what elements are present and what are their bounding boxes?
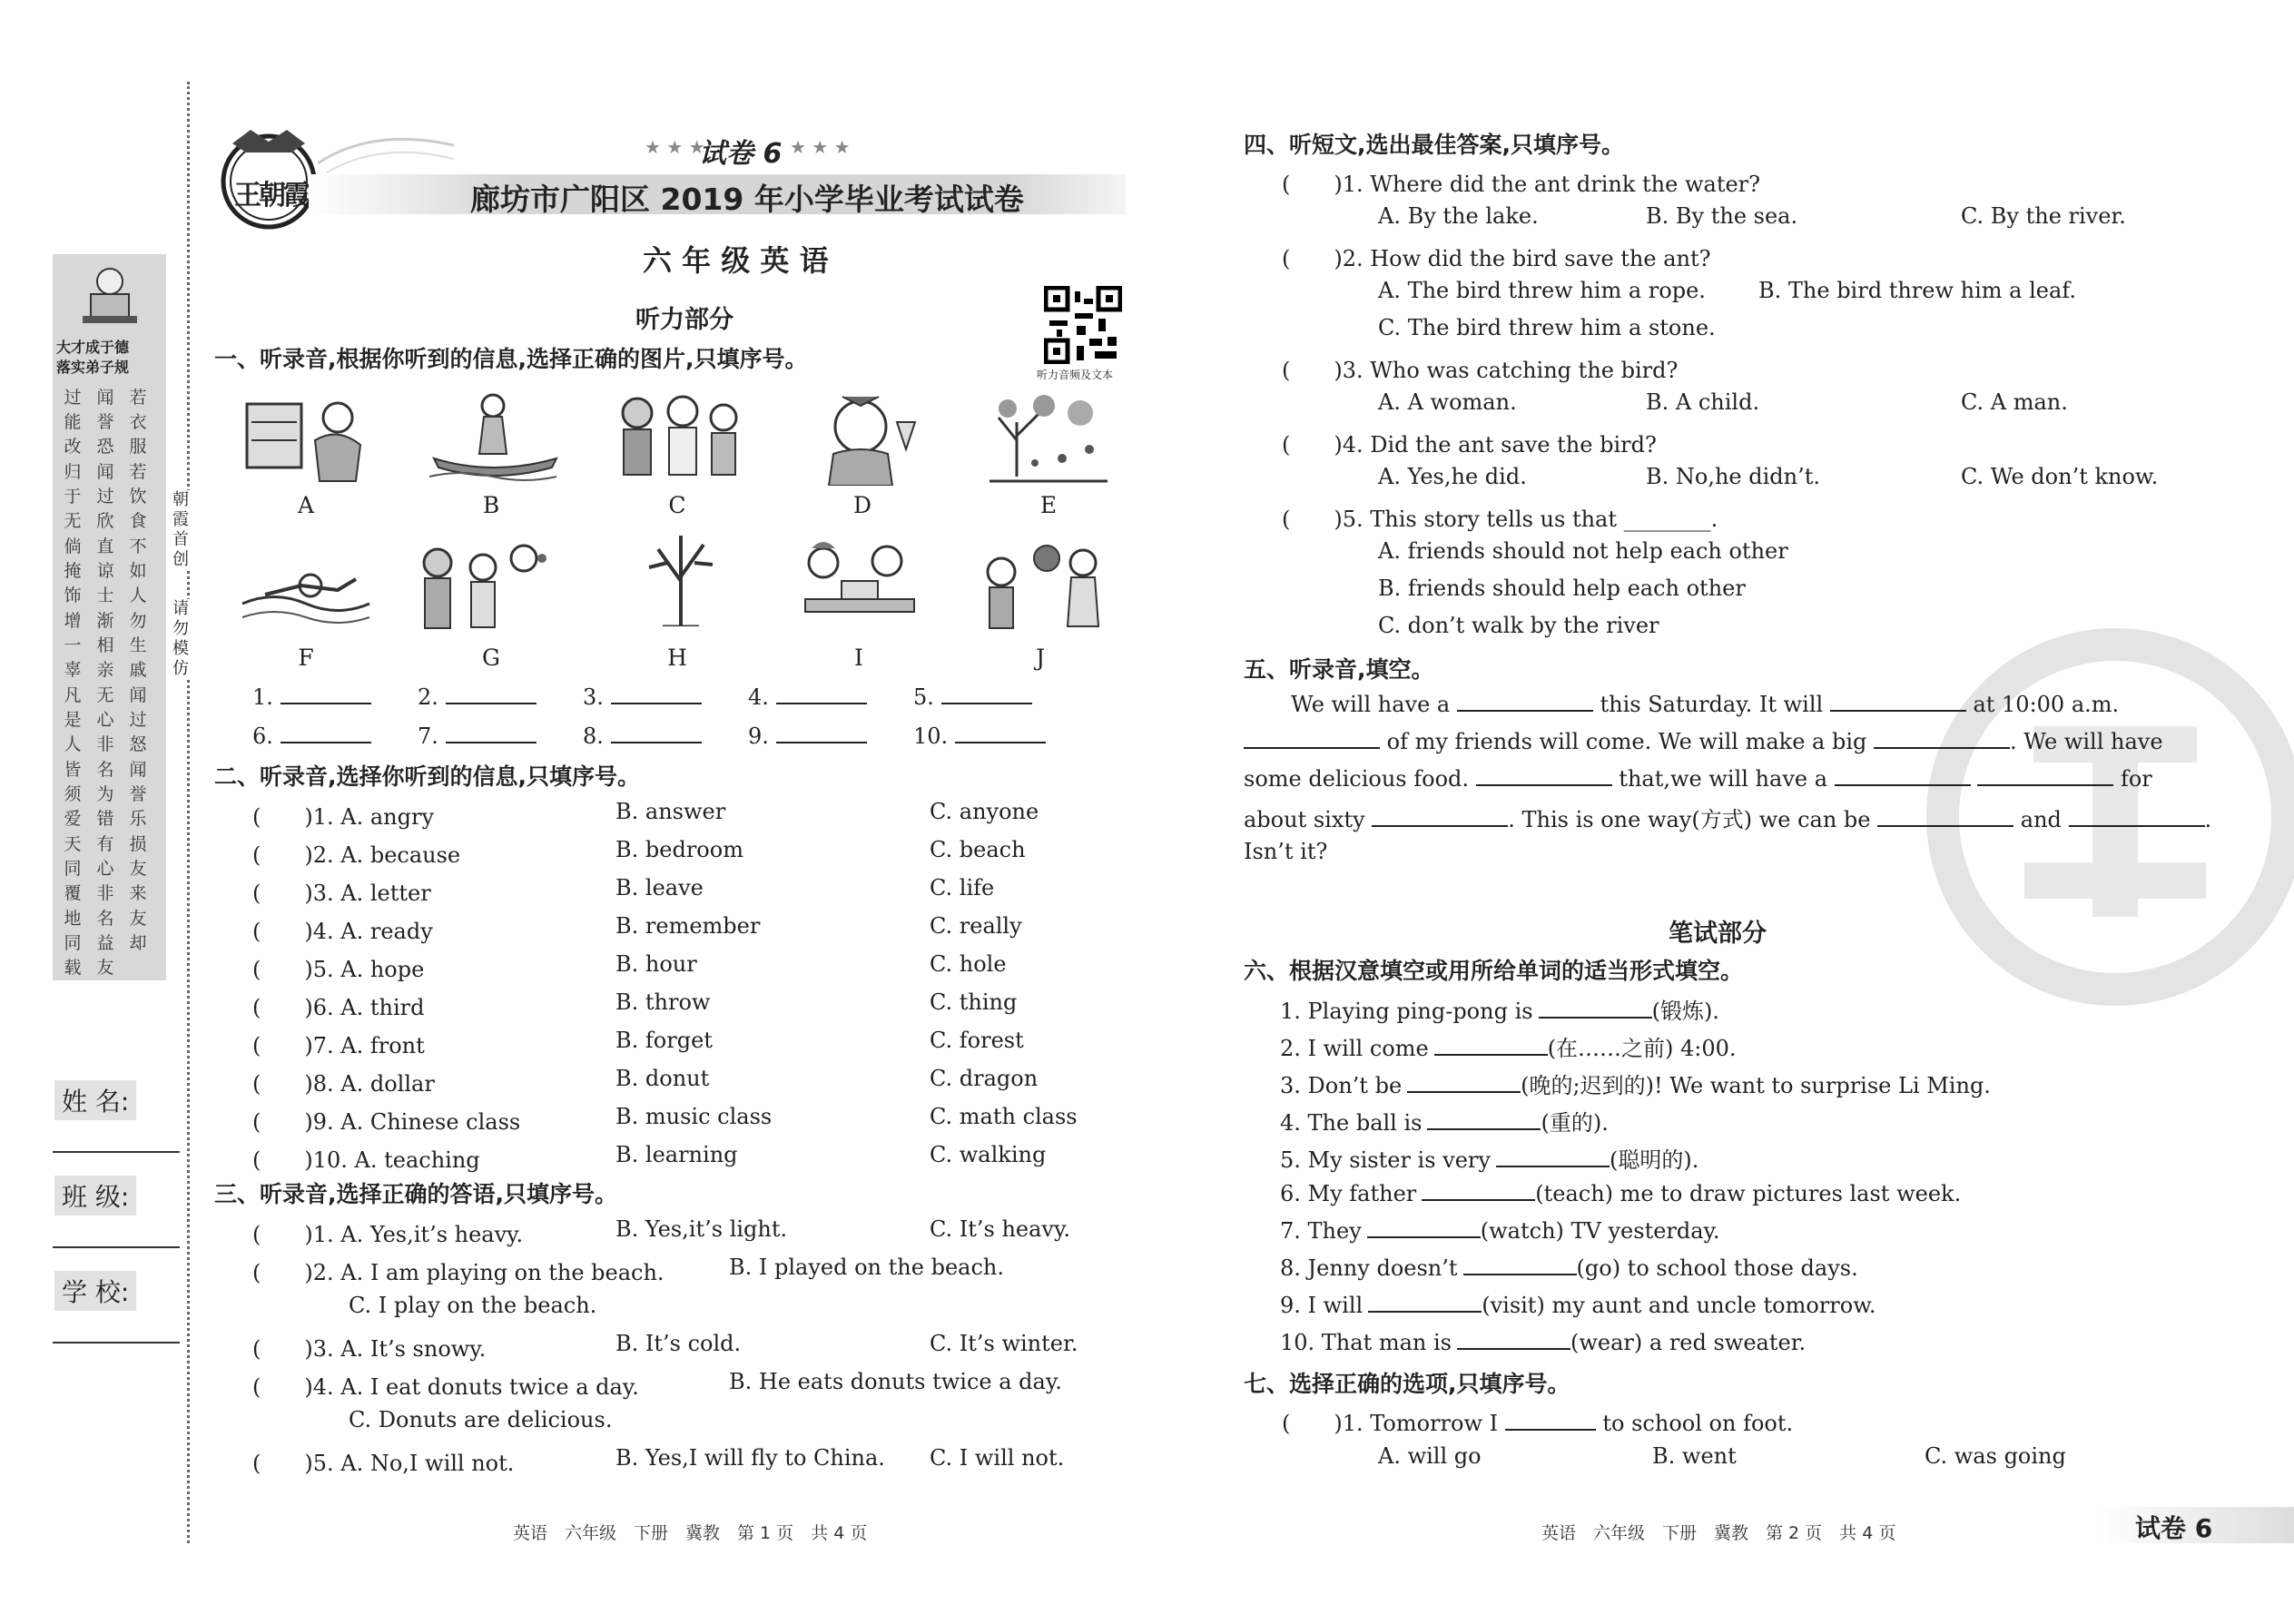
qr-caption: 听力音频及文本: [1037, 369, 1114, 381]
school-label: 学 校:: [54, 1271, 136, 1311]
section3-heading: 三、听录音,选择正确的答语,只填序号。: [214, 1181, 617, 1207]
s5-text: that,we will have a: [1619, 766, 1828, 792]
s6-answer-blank[interactable]: [1407, 1071, 1521, 1093]
s6-item-hint: (锻炼).: [1651, 999, 1719, 1024]
motto-column: 不如人: [129, 536, 147, 605]
s4-q5-b: B. friends should help each other: [1378, 576, 1746, 601]
s5-line3: [1244, 764, 2152, 792]
blank-number: 10.: [913, 723, 949, 749]
s4-q2-stem: ( )2. How did the bird save the ant?: [1282, 246, 1711, 271]
answer-blank[interactable]: [418, 683, 537, 710]
s5-text: and: [2020, 807, 2062, 832]
s3-q1-c: C. It’s heavy.: [930, 1216, 1070, 1242]
blank-number: 6.: [252, 723, 273, 749]
s2-q4-option-b: B. remember: [615, 913, 761, 939]
s6-item-prefix: 10. That man is: [1280, 1330, 1452, 1355]
motto-column: 渐相亲: [96, 611, 114, 680]
s6-item: [1280, 1328, 1806, 1355]
s3-q2-a: ( )2. A. I am playing on the beach.: [252, 1260, 665, 1285]
answer-blank[interactable]: [748, 722, 867, 749]
s4-q3-a: A. A woman.: [1378, 389, 1517, 415]
vertical-note-2: 请勿模仿: [172, 599, 194, 679]
picture-label-i: I: [854, 645, 863, 671]
s4-q4-b: B. No,he didn’t.: [1646, 464, 1821, 489]
logo-text: 王朝霞: [234, 180, 308, 212]
star-icon: ★ ★ ★: [790, 136, 851, 158]
s6-answer-blank[interactable]: [1422, 1179, 1535, 1201]
s6-item-hint: (wear) a red sweater.: [1570, 1330, 1807, 1355]
s5-line4: [1244, 802, 2211, 833]
s2-q4-option-c: C. really: [930, 913, 1022, 939]
s2-q8-option-b: B. donut: [615, 1066, 710, 1091]
picture-i: [792, 536, 928, 635]
s3-q3-a: ( )3. A. It’s snowy.: [252, 1336, 487, 1362]
s6-answer-blank[interactable]: [1457, 1328, 1570, 1350]
s4-q3-stem: ( )3. Who was catching the bird?: [1282, 358, 1679, 383]
s6-item-hint: (watch) TV yesterday.: [1480, 1218, 1720, 1244]
answer-blank[interactable]: [913, 722, 1046, 749]
s5-blank[interactable]: [1476, 764, 1612, 786]
motto-column: 有心非: [96, 834, 114, 903]
motto-column: 若衣服: [129, 388, 147, 457]
answer-blank[interactable]: [252, 683, 371, 710]
s2-q9-option-c: C. math class: [930, 1104, 1078, 1129]
s6-item-hint: (重的).: [1541, 1110, 1609, 1136]
s2-q5-option-b: B. hour: [615, 951, 697, 977]
motto-panel: [53, 254, 166, 980]
s2-q9-option-a: ( )9. A. Chinese class: [252, 1109, 521, 1135]
s3-q4-b: B. He eats donuts twice a day.: [729, 1369, 1062, 1394]
s3-q4-a: ( )4. A. I eat donuts twice a day.: [252, 1374, 639, 1400]
s2-q10-option-c: C. walking: [930, 1142, 1047, 1167]
picture-d: [797, 386, 933, 486]
s6-item-prefix: 6. My father: [1280, 1181, 1417, 1206]
answer-blank[interactable]: [913, 683, 1032, 710]
s5-text: . This is one way(方式) we can be: [1508, 807, 1871, 832]
s5-blank[interactable]: [1835, 764, 1971, 786]
blank-number: 2.: [418, 684, 438, 710]
s5-text: of my friends will come. We will make a big: [1386, 729, 1867, 754]
corner-paper-label: 试卷 6: [2135, 1513, 2213, 1543]
s2-q5-option-c: C. hole: [930, 951, 1007, 977]
s5-blank[interactable]: [1977, 764, 2113, 786]
s6-item: [1280, 1216, 1720, 1244]
motto-column: 倘掩饰: [64, 536, 82, 605]
page-title: 廊坊市广阳区 2019 年小学毕业考试试卷: [470, 182, 1024, 217]
picture-label-e: E: [1039, 492, 1058, 518]
subject-title: 六 年 级 英 语: [643, 243, 829, 278]
s2-q2-option-b: B. bedroom: [615, 837, 743, 862]
s5-text: for: [2120, 766, 2152, 792]
s6-item-prefix: 4. The ball is: [1280, 1110, 1423, 1136]
motto-column: 地同载: [64, 909, 82, 978]
s2-q6-option-b: B. throw: [615, 989, 711, 1015]
s5-line2: [1244, 727, 2163, 754]
s2-q6-option-a: ( )6. A. third: [252, 995, 425, 1020]
motto-column: 增一辜: [64, 611, 82, 680]
s4-q5-stem: ( )5. This story tells us that ________.: [1282, 507, 1718, 532]
s2-q4-option-a: ( )4. A. ready: [252, 919, 433, 944]
s3-q5-b: B. Yes,I will fly to China.: [615, 1445, 885, 1471]
s7-q1-b: B. went: [1652, 1443, 1737, 1469]
vertical-note-1: 朝霞首创: [172, 490, 194, 570]
scholar-figure-icon: [78, 261, 142, 325]
s5-blank[interactable]: [1372, 805, 1508, 827]
s6-item: [1280, 1068, 1991, 1099]
qr-code-icon[interactable]: [1044, 286, 1122, 364]
picture-e: [980, 386, 1117, 486]
listening-title: 听力部分: [635, 306, 733, 334]
s3-q3-b: B. It’s cold.: [615, 1331, 742, 1356]
section5-heading: 五、听录音,填空。: [1244, 656, 1434, 683]
paper-label: 试卷 6: [699, 138, 783, 170]
motto-column: 名益友: [96, 909, 114, 978]
s6-item-prefix: 8. Jenny doesn’t: [1280, 1255, 1458, 1281]
s6-item: [1280, 1179, 1961, 1206]
s4-q3-c: C. A man.: [1961, 389, 2068, 415]
picture-label-c: C: [668, 492, 686, 518]
picture-g: [410, 536, 546, 635]
s4-q2-c: C. The bird threw him a stone.: [1378, 315, 1716, 340]
motto-column: 闻誉乐: [129, 760, 147, 829]
s6-answer-blank[interactable]: [1463, 1254, 1577, 1275]
s3-q4-c: C. Donuts are delicious.: [349, 1407, 613, 1432]
school-field[interactable]: [53, 1342, 180, 1343]
s4-q2-a: A. The bird threw him a rope.: [1378, 278, 1706, 303]
s5-blank[interactable]: [1244, 727, 1380, 749]
s2-q1-option-b: B. answer: [615, 799, 726, 824]
s3-q5-c: C. I will not.: [930, 1445, 1065, 1471]
picture-c: [610, 386, 746, 486]
s5-blank[interactable]: [2069, 805, 2205, 827]
motto-column: 闻誉恐: [96, 388, 114, 457]
motto-column: 直谅士: [96, 536, 114, 605]
motto-column: 无心非: [96, 685, 114, 754]
s2-q10-option-a: ( )10. A. teaching: [252, 1147, 480, 1173]
s6-item-prefix: 3. Don’t be: [1280, 1073, 1403, 1098]
s5-text: about sixty: [1244, 807, 1365, 832]
s2-q3-option-a: ( )3. A. letter: [252, 881, 431, 906]
answer-blank[interactable]: [583, 683, 702, 710]
motto-column: 闻过欣: [96, 462, 114, 531]
s6-item: [1280, 1291, 1876, 1318]
s6-item-hint: (visit) my aunt and uncle tomorrow.: [1482, 1293, 1876, 1318]
s3-q1-b: B. Yes,it’s light.: [615, 1216, 788, 1242]
name-field[interactable]: [53, 1151, 180, 1153]
s5-text: at 10:00 a.m.: [1973, 692, 2120, 717]
picture-label-g: G: [482, 645, 500, 671]
s6-item: [1280, 1105, 1609, 1137]
s6-answer-blank[interactable]: [1539, 997, 1652, 1019]
s5-line5: Isn’t it?: [1244, 839, 1328, 864]
blank-number: 4.: [748, 684, 769, 710]
s6-answer-blank[interactable]: [1367, 1216, 1481, 1238]
motto-column: 闻过怒: [129, 685, 147, 754]
s2-q10-option-b: B. learning: [615, 1142, 738, 1167]
s5-blank[interactable]: [1874, 727, 2010, 749]
motto-column: 名为错: [96, 760, 114, 829]
blank-number: 3.: [583, 684, 604, 710]
s6-item-prefix: 1. Playing ping-pong is: [1280, 999, 1533, 1024]
s2-q2-option-a: ( )2. A. because: [252, 842, 461, 868]
motto-column: 天同覆: [64, 834, 82, 903]
s6-item-hint: (聪明的).: [1609, 1147, 1699, 1173]
written-title: 笔试部分: [1669, 920, 1767, 948]
s4-q4-c: C. We don’t know.: [1961, 464, 2159, 489]
motto-column: 勿生戚: [129, 611, 147, 680]
s7-q1-c: C. was going: [1925, 1443, 2066, 1469]
class-label: 班 级:: [54, 1176, 136, 1216]
s3-q1-a: ( )1. A. Yes,it’s heavy.: [252, 1222, 524, 1247]
motto-column: 友却: [129, 909, 147, 953]
s4-q1-c: C. By the river.: [1961, 203, 2126, 229]
section1-heading: 一、听录音,根据你听到的信息,选择正确的图片,只填序号。: [214, 346, 808, 372]
blank-number: 7.: [418, 723, 438, 749]
section4-heading: 四、听短文,选出最佳答案,只填序号。: [1244, 132, 1624, 158]
motto-column: 若饮食: [129, 462, 147, 531]
section6-heading: 六、根据汉意填空或用所给单词的适当形式填空。: [1244, 958, 1744, 984]
name-label: 姓 名:: [54, 1080, 136, 1120]
s2-q2-option-c: C. beach: [930, 837, 1026, 862]
s6-item-hint: (go) to school those days.: [1576, 1255, 1858, 1281]
motto-column: 皆须爱: [64, 760, 82, 829]
s6-item: [1280, 1142, 1698, 1174]
s6-item-hint: (晚的;迟到的)! We want to surprise Li Ming.: [1521, 1073, 1991, 1098]
picture-label-j: J: [1035, 645, 1046, 671]
s6-item-prefix: 9. I will: [1280, 1293, 1364, 1318]
s2-q8-option-c: C. dragon: [930, 1066, 1039, 1091]
s6-answer-blank[interactable]: [1427, 1108, 1541, 1130]
s5-blank[interactable]: [1877, 805, 2013, 827]
motto-column: 过能改: [64, 388, 82, 457]
s6-item: [1280, 993, 1719, 1025]
s2-q7-option-b: B. forget: [615, 1028, 713, 1053]
answer-blank[interactable]: [418, 722, 537, 749]
s6-answer-blank[interactable]: [1434, 1034, 1548, 1056]
s6-item: [1280, 1030, 1737, 1062]
s2-q8-option-a: ( )8. A. dollar: [252, 1071, 435, 1097]
s7-text: ( )1. Tomorrow I: [1282, 1411, 1499, 1436]
s4-q4-a: A. Yes,he did.: [1378, 464, 1527, 489]
motto-column: 损友来: [129, 834, 147, 903]
picture-a: [238, 386, 374, 486]
answer-blank[interactable]: [748, 683, 867, 710]
s6-item-hint: (teach) me to draw pictures last week.: [1535, 1181, 1962, 1206]
s6-answer-blank[interactable]: [1368, 1291, 1482, 1313]
answer-blank[interactable]: [583, 722, 702, 749]
picture-label-d: D: [852, 492, 872, 518]
s4-q2-b: B. The bird threw him a leaf.: [1758, 278, 2076, 303]
fold-line: [187, 82, 190, 1543]
s7-q1-stem: [1282, 1405, 1793, 1437]
sidebar-top-text-1: 大才成于德: [56, 339, 130, 356]
s2-q3-option-b: B. leave: [615, 875, 704, 901]
s5-text: some delicious food.: [1244, 766, 1470, 792]
s2-q6-option-c: C. thing: [930, 989, 1018, 1015]
s4-q1-b: B. By the sea.: [1646, 203, 1798, 229]
s5-text: .: [2204, 807, 2212, 832]
picture-label-f: F: [298, 645, 314, 671]
s4-q5-a: A. friends should not help each other: [1378, 538, 1788, 564]
class-field[interactable]: [53, 1246, 180, 1248]
s4-q5-c: C. don’t walk by the river: [1378, 613, 1659, 638]
s6-item: [1280, 1254, 1858, 1281]
picture-label-a: A: [297, 492, 315, 518]
s5-text: We will have a: [1291, 692, 1451, 717]
s7-blank[interactable]: [1505, 1409, 1596, 1431]
footer-left: 英语 六年级 下册 冀教 第 1 页 共 4 页: [513, 1523, 868, 1543]
blank-number: 8.: [583, 723, 604, 749]
s2-q7-option-a: ( )7. A. front: [252, 1033, 425, 1058]
s6-item-prefix: 2. I will come: [1280, 1036, 1429, 1061]
s5-blank[interactable]: [1457, 690, 1593, 712]
s2-q1-option-a: ( )1. A. angry: [252, 804, 435, 830]
picture-b: [425, 386, 561, 486]
s2-q1-option-c: C. anyone: [930, 799, 1039, 824]
s7-q1-a: A. will go: [1378, 1443, 1482, 1469]
section2-heading: 二、听录音,选择你听到的信息,只填序号。: [214, 763, 640, 790]
s5-text: this Saturday. It will: [1600, 692, 1824, 717]
s3-q3-c: C. It’s winter.: [930, 1331, 1078, 1356]
s6-item-hint: (在……之前) 4:00.: [1547, 1036, 1737, 1061]
footer-right: 英语 六年级 下册 冀教 第 2 页 共 4 页: [1541, 1523, 1896, 1543]
s2-q5-option-a: ( )5. A. hope: [252, 957, 425, 982]
motto-column: 归于无: [64, 462, 82, 531]
s6-item-prefix: 5. My sister is very: [1280, 1147, 1491, 1173]
s4-q3-b: B. A child.: [1646, 389, 1760, 415]
s2-q9-option-b: B. music class: [615, 1104, 773, 1129]
sidebar-top-text-2: 落实弟子规: [56, 359, 130, 376]
s3-q5-a: ( )5. A. No,I will not.: [252, 1451, 515, 1476]
s6-item-prefix: 7. They: [1280, 1218, 1362, 1244]
blank-number: 9.: [748, 723, 769, 749]
section7-heading: 七、选择正确的选项,只填序号。: [1244, 1371, 1570, 1397]
s3-q2-c: C. I play on the beach.: [349, 1293, 597, 1318]
s2-q3-option-c: C. life: [930, 875, 995, 901]
motto-column: 凡是人: [64, 685, 82, 754]
s4-q1-a: A. By the lake.: [1378, 203, 1539, 229]
s4-q4-stem: ( )4. Did the ant save the bird?: [1282, 432, 1657, 458]
picture-j: [970, 536, 1106, 635]
picture-label-h: H: [667, 645, 687, 671]
blank-number: 5.: [913, 684, 934, 710]
s6-answer-blank[interactable]: [1496, 1146, 1610, 1167]
s3-q2-b: B. I played on the beach.: [729, 1255, 1004, 1280]
star-icon: ★ ★ ★: [645, 136, 705, 158]
blank-number: 1.: [252, 684, 273, 710]
ribbon-icon: [318, 127, 454, 182]
picture-h: [613, 527, 749, 626]
s5-text: . We will have: [2010, 729, 2163, 754]
picture-f: [238, 536, 374, 635]
s4-q1-stem: ( )1. Where did the ant drink the water?: [1282, 172, 1761, 197]
s2-q7-option-c: C. forest: [930, 1028, 1024, 1053]
s5-line1: [1291, 690, 2119, 717]
s7-text: to school on foot.: [1602, 1411, 1794, 1436]
picture-label-b: B: [482, 492, 500, 518]
answer-blank[interactable]: [252, 722, 371, 749]
s5-blank[interactable]: [1830, 690, 1966, 712]
